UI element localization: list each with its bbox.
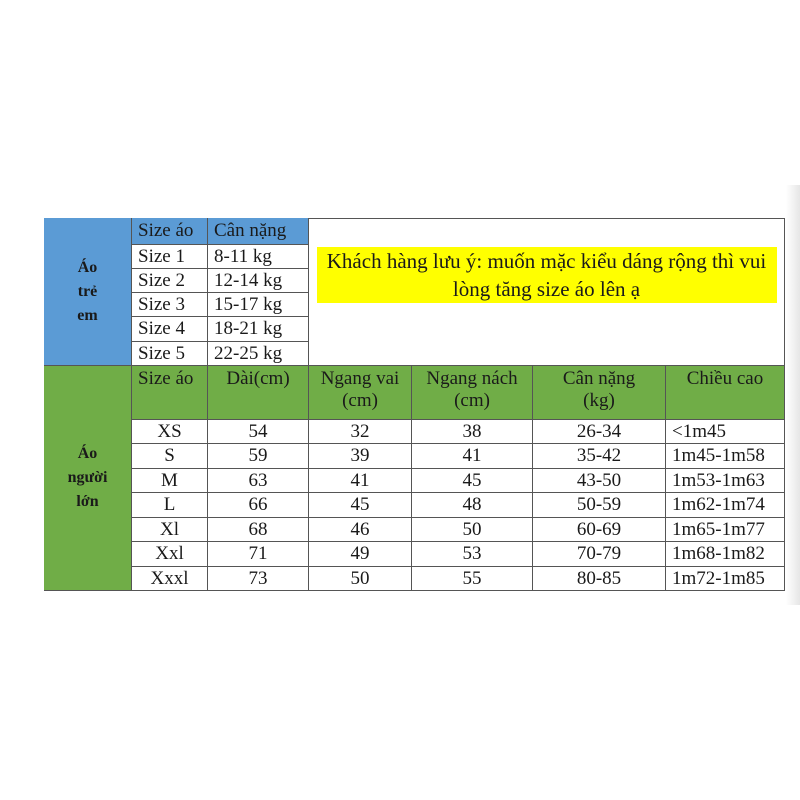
adults-cell-weight: 26-34 <box>533 420 666 444</box>
kids-row-weight: 12-14 kg <box>208 269 309 293</box>
adults-header-height <box>666 366 785 420</box>
kids-row-size: Size 1 <box>132 245 208 269</box>
kids-row-size: Size 4 <box>132 317 208 342</box>
adults-cell-weight: 35-42 <box>533 444 666 469</box>
kids-side-label-line: Áo <box>77 258 98 276</box>
adults-cell-size: Xxxl <box>132 567 208 591</box>
adults-cell-weight: 80-85 <box>533 567 666 591</box>
adults-cell-chest: 53 <box>412 542 533 567</box>
adults-cell-height: 1m62-1m74 <box>666 493 785 518</box>
right-edge-shadow <box>786 185 800 605</box>
adults-cell-shoulder: 39 <box>309 444 412 469</box>
adults-cell-length: 73 <box>208 567 309 591</box>
adults-cell-size: S <box>132 444 208 469</box>
adults-cell-weight: 60-69 <box>533 518 666 542</box>
adults-cell-chest: 55 <box>412 567 533 591</box>
adults-cell-height: 1m65-1m77 <box>666 518 785 542</box>
adults-header-chest <box>412 366 533 420</box>
adults-cell-shoulder: 45 <box>309 493 412 518</box>
adults-cell-height: 1m53-1m63 <box>666 469 785 493</box>
adults-header-chest-text: Ngang nách (cm) <box>426 368 518 411</box>
adults-cell-weight: 50-59 <box>533 493 666 518</box>
kids-header-size: Size áo <box>132 218 208 245</box>
kids-row-weight: 8-11 kg <box>208 245 309 269</box>
adults-cell-size: XS <box>132 420 208 444</box>
adults-header-weight <box>533 366 666 420</box>
adults-cell-chest: 38 <box>412 420 533 444</box>
adults-cell-weight: 70-79 <box>533 542 666 567</box>
kids-row-weight: 15-17 kg <box>208 293 309 317</box>
adults-cell-length: 66 <box>208 493 309 518</box>
kids-side-label-line: trẻ <box>77 282 98 300</box>
kids-row-size: Size 3 <box>132 293 208 317</box>
kids-side-label-line: em <box>77 306 98 324</box>
kids-side-label <box>44 218 132 366</box>
adults-cell-shoulder: 49 <box>309 542 412 567</box>
adults-header-height-text: Chiều cao <box>686 368 764 389</box>
adults-header-shoulder <box>309 366 412 420</box>
adults-cell-chest: 48 <box>412 493 533 518</box>
adults-header-size <box>132 366 208 420</box>
adults-cell-chest: 45 <box>412 469 533 493</box>
adults-cell-weight: 43-50 <box>533 469 666 493</box>
adults-cell-shoulder: 46 <box>309 518 412 542</box>
adults-cell-shoulder: 50 <box>309 567 412 591</box>
kids-header-weight: Cân nặng <box>208 218 309 245</box>
adults-cell-chest: 50 <box>412 518 533 542</box>
adults-cell-chest: 41 <box>412 444 533 469</box>
adults-header-shoulder-text: Ngang vai (cm) <box>320 368 400 411</box>
adults-cell-shoulder: 41 <box>309 469 412 493</box>
adults-cell-size: L <box>132 493 208 518</box>
adults-header-length <box>208 366 309 420</box>
customer-note-text: Khách hàng lưu ý: muốn mặc kiểu dáng rộng thì vui lòng tăng size áo lên ạ <box>317 247 777 303</box>
adults-cell-height: 1m68-1m82 <box>666 542 785 567</box>
kids-row-weight: 22-25 kg <box>208 342 309 366</box>
kids-row-size: Size 5 <box>132 342 208 366</box>
adults-cell-size: M <box>132 469 208 493</box>
adults-cell-height: 1m45-1m58 <box>666 444 785 469</box>
adults-cell-length: 63 <box>208 469 309 493</box>
adults-cell-length: 71 <box>208 542 309 567</box>
adults-header-length-text: Dài(cm) <box>226 368 290 389</box>
adults-cell-length: 54 <box>208 420 309 444</box>
adults-cell-length: 59 <box>208 444 309 469</box>
adults-cell-size: Xxl <box>132 542 208 567</box>
adults-header-weight-text: Cân nặng (kg) <box>562 368 636 411</box>
kids-row-size: Size 2 <box>132 269 208 293</box>
adults-side-label-line: người <box>67 469 108 486</box>
adults-cell-shoulder: 32 <box>309 420 412 444</box>
adults-side-label <box>44 366 132 591</box>
adults-side-label-line: lớn <box>76 493 99 510</box>
adults-cell-height: 1m72-1m85 <box>666 567 785 591</box>
adults-header-size-text: Size áo <box>138 368 194 389</box>
adults-cell-height: <1m45 <box>666 420 785 444</box>
adults-cell-size: Xl <box>132 518 208 542</box>
adults-cell-length: 68 <box>208 518 309 542</box>
customer-note <box>309 218 785 366</box>
kids-row-weight: 18-21 kg <box>208 317 309 342</box>
adults-side-label-line: Áo <box>77 445 98 462</box>
